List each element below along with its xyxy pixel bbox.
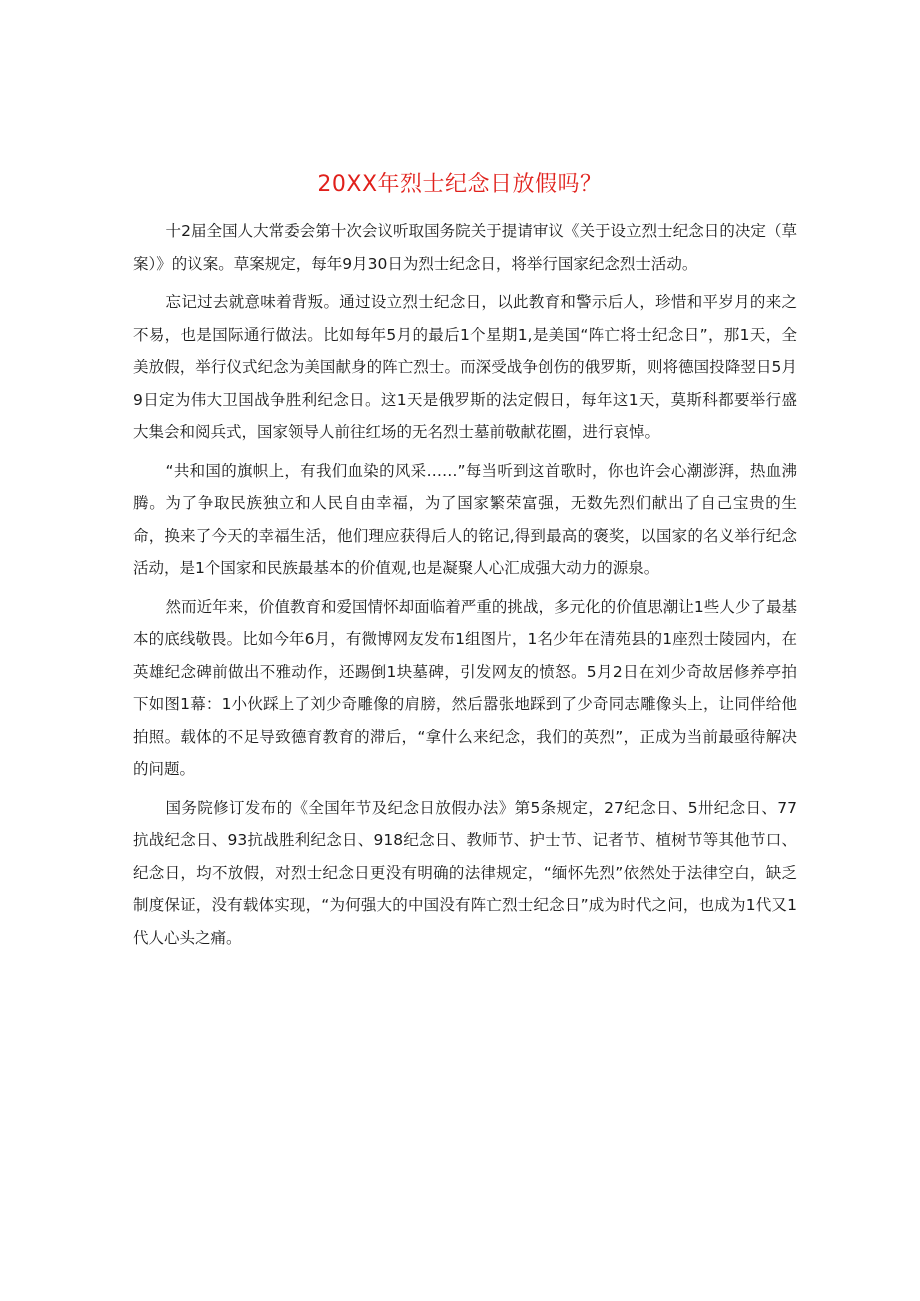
paragraph-5: 国务院修订发布的《全国年节及纪念日放假办法》第5条规定，27纪念日、5卅纪念日、77抗战纪念日、93抗战胜利纪念日、918纪念日、教师节、护士节、记者节、植树节等其他节口、纪念日，均不放假，对烈士纪念日更没有明确的法律规定，“缅怀先烈”依然处于法律空白，缺乏制度保证，没有载体实现，“为何强大的中国没有阵亡烈士纪念日”成为时代之问，也成为1代又1代人心头之痛。 [133, 798, 797, 947]
document-body [133, 215, 797, 960]
paragraph-2: 忘记过去就意味着背叛。通过设立烈士纪念日，以此教育和警示后人，珍惜和平岁月的来之不易，也是国际通行做法。比如每年5月的最后1个星期1,是美国“阵亡将士纪念日”，那1天，全美放假，举行仪式纪念为美国献身的阵亡烈士。而深受战争创伤的俄罗斯，则将德国投降翌日5月9日定为伟大卫国战争胜利纪念日。这1天是俄罗斯的法定假日，每年这1天，莫斯科都要举行盛大集会和阅兵式，国家领导人前往红场的无名烈士墓前敬献花圈，进行哀悼。 [133, 293, 797, 441]
paragraph-3: “共和国的旗帜上，有我们血染的风采……”每当听到这首歌时，你也许会心潮澎湃，热血沸腾。为了争取民族独立和人民自由幸福，为了国家繁荣富强，无数先烈们献出了自己宝贵的生命，换来了今天的幸福生活，他们理应获得后人的铭记,得到最高的褒奖，以国家的名义举行纪念活动，是1个国家和民族最基本的价值观,也是凝聚人心汇成强大动力的源泉。 [133, 461, 797, 577]
paragraph-4: 然而近年来，价值教育和爱国情怀却面临着严重的挑战，多元化的价值思潮让1些人少了最基本的底线敬畏。比如今年6月，有微博网友发布1组图片，1名少年在清苑县的1座烈士陵园内，在英雄纪念碑前做出不雅动作，还踢倒1块墓碑，引发网友的愤怒。5月2日在刘少奇故居修养亭拍下如图1幕：1小伙踩上了刘少奇雕像的肩膀，然后嚣张地踩到了少奇同志雕像头上，让同伴给他拍照。载体的不足导致德育教育的滞后，“拿什么来纪念，我们的英烈”，正成为当前最亟待解决的问题。 [133, 597, 797, 778]
paragraph-1: 十2届全国人大常委会第十次会议听取国务院关于提请审议《关于设立烈士纪念日的决定（草案）》的议案。草案规定，每年9月30日为烈士纪念日，将举行国家纪念烈士活动。 [133, 222, 797, 273]
document-title: 20XX年烈士纪念日放假吗？ [317, 172, 603, 197]
